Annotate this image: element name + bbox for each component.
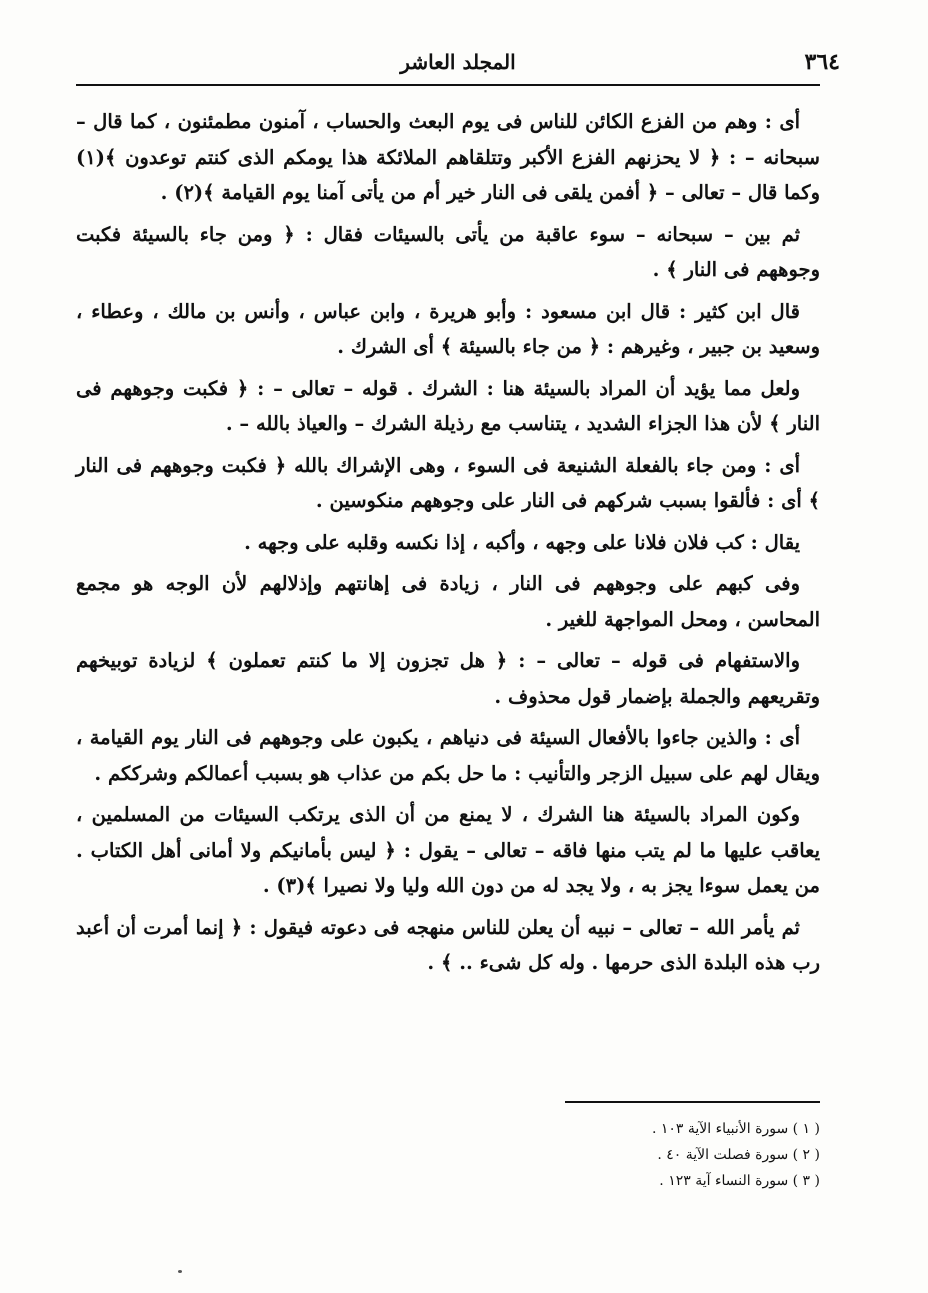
paragraph: والاستفهام فى قوله – تعالى – : ﴿ هل تجزون إلا ما كنتم تعملون ﴾ لزيادة توبيخهم وتقريعهم والجملة بإضمار قول محذوف . <box>76 649 820 708</box>
volume-title: المجلد العاشر <box>400 50 516 74</box>
footnote: ( ٢ ) سورة فصلت الآية ٤٠ . <box>657 1147 820 1163</box>
scan-speck <box>178 1270 182 1273</box>
paragraph: وفى كبهم على وجوههم فى النار ، زيادة فى إهانتهم وإذلالهم لأن الوجه هو مجمع المحاسن ، ومحل المواجهة للغير . <box>76 572 820 631</box>
paragraph: ثم يأمر الله – تعالى – نبيه أن يعلن للناس منهجه فى دعوته فيقول : ﴿ إنما أمرت أن أعبد رب هذه البلدة الذى حرمها . وله كل شىء .. ﴾ . <box>76 915 820 974</box>
footnotes <box>420 1116 820 1194</box>
header-divider <box>76 84 820 86</box>
paragraph: ثم بين – سبحانه – سوء عاقبة من يأتى بالسيئات فقال : ﴿ ومن جاء بالسيئة فكبت وجوههم فى النار ﴾ . <box>76 222 820 281</box>
page-header <box>76 48 840 78</box>
paragraph: ولعل مما يؤيد أن المراد بالسيئة هنا : الشرك . قوله – تعالى – : ﴿ فكبت وجوههم فى النار ﴾ لأن هذا الجزاء الشديد ، يتناسب مع رذيلة الشرك – والعياذ بالله – . <box>76 376 820 435</box>
paragraph: أى : والذين جاءوا بالأفعال السيئة فى دنياهم ، يكبون على وجوههم فى النار يوم القيامة ، ويقال لهم على سبيل الزجر والتأنيب : ما حل بكم من عذاب هو بسبب أعمالكم وشرككم . <box>76 726 820 785</box>
paragraph: يقال : كب فلان فلانا على وجهه ، وأكبه ، إذا نكسه وقلبه على وجهه . <box>244 530 800 554</box>
paragraph: وكون المراد بالسيئة هنا الشرك ، لا يمنع من أن الذى يرتكب السيئات من المسلمين ، يعاقب عليها ما لم يتب منها فاقه – تعالى – يقول : ﴿ ليس بأمانيكم ولا أمانى أهل الكتاب . من يعمل سوءا يجز به ، ولا يجد له من دون الله وليا ولا نصيرا ﴾(٣) . <box>76 803 820 897</box>
footnote: ( ١ ) سورة الأنبياء الآية ١٠٣ . <box>651 1121 820 1137</box>
main-text <box>76 104 820 987</box>
paragraph: أى : ومن جاء بالفعلة الشنيعة فى السوء ، وهى الإشراك بالله ﴿ فكبت وجوههم فى النار ﴾ أى : فألقوا بسبب شركهم فى النار على وجوههم منكوسين . <box>76 453 820 512</box>
paragraph: أى : وهم من الفزع الكائن للناس فى يوم البعث والحساب ، آمنون مطمئنون ، كما قال – سبحانه – : ﴿ لا يحزنهم الفزع الأكبر وتتلقاهم الملائكة هذا يومكم الذى كنتم توعدون ﴾(١) وكما قال – تعالى – ﴿ أفمن يلقى فى النار خير أم من يأتى آمنا يوم القيامة ﴾(٢) . <box>76 110 820 204</box>
paragraph: قال ابن كثير : قال ابن مسعود : وأبو هريرة ، وابن عباس ، وأنس بن مالك ، وعطاء ، وسعيد بن جبير ، وغيرهم : ﴿ من جاء بالسيئة ﴾ أى الشرك . <box>76 299 820 358</box>
footnote: ( ٣ ) سورة النساء آية ١٢٣ . <box>659 1173 820 1189</box>
footnote-divider <box>565 1101 820 1103</box>
page-number: ٣٦٤ <box>804 49 840 75</box>
